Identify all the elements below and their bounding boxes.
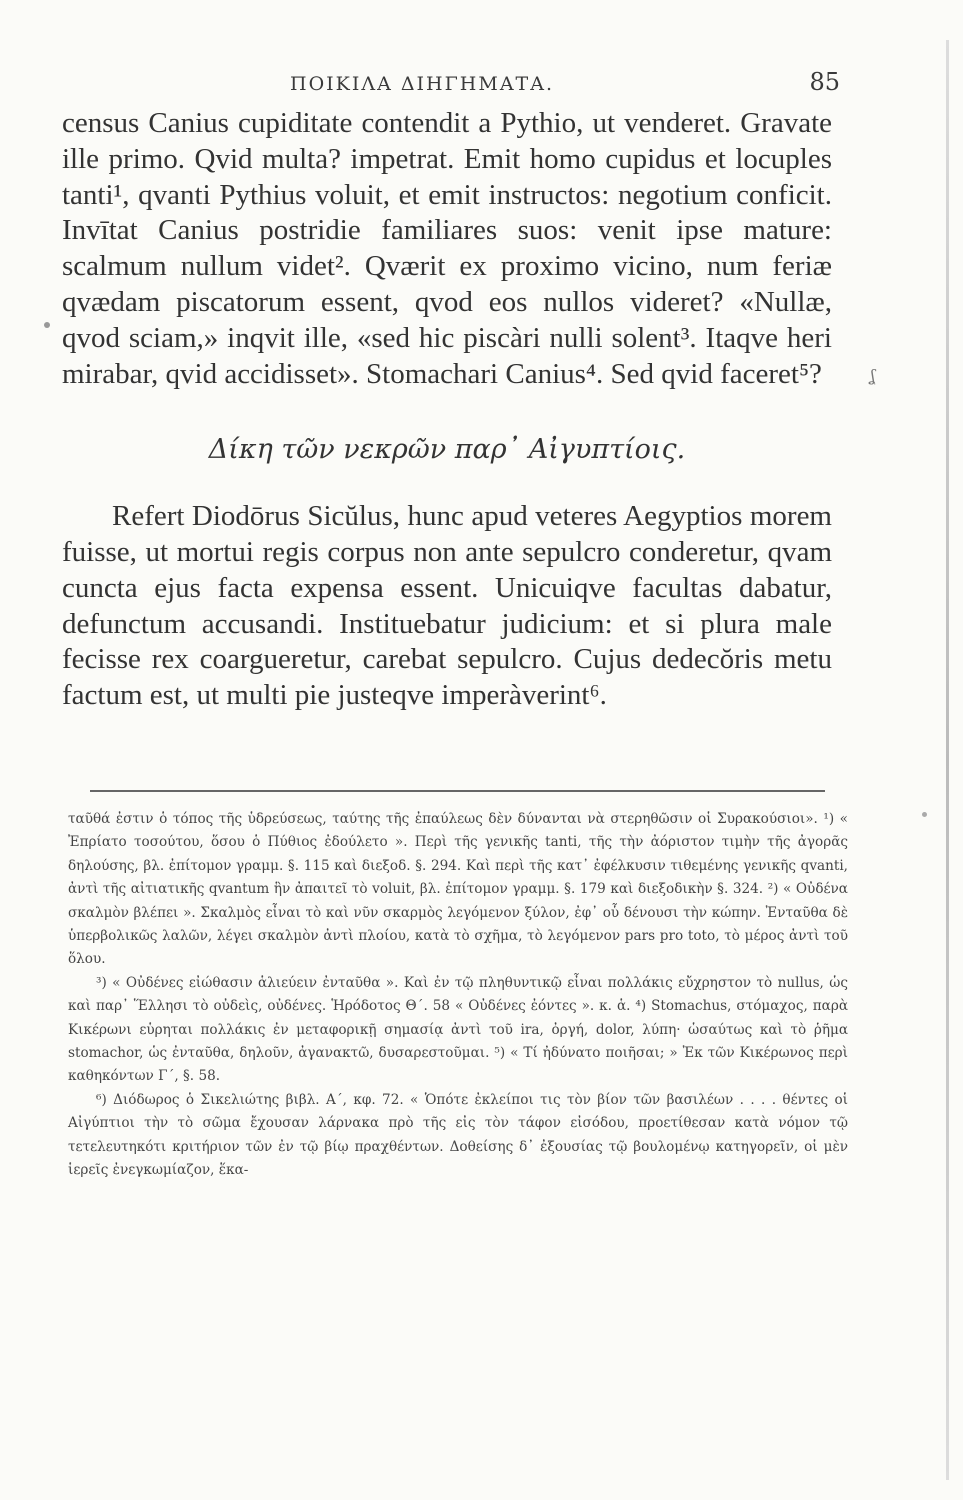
- footnote-block-3: ⁶) Διόδωρος ὁ Σικελιώτης βιβλ. Α΄, κφ. 72. « Ὁπότε ἐκλείποι τις τὸν βίον τῶν βασιλέων . . . . θέντες οἱ Αἰγύπτιοι τὴν τὸ σῶμα ἔχουσαν λάρνακα πρὸ τῆς εἰς τὸν τάφον εἰσόδου, προετίθεσαν κατὰ νόμον τῷ τετελευτηκότι κριτήριον τῶν ἐν τῷ βίῳ πραχθέντων. Δοθείσης δ᾽ ἐξουσίας τῷ βουλομένῳ κατηγορεῖν, οἱ μὲν ἱερεῖς ἐνεγκωμίαζον, ἕκα-: [68, 1091, 848, 1179]
- page-header: [160, 68, 840, 96]
- page-edge-shadow: [946, 40, 949, 1480]
- margin-mark: ʆ: [870, 366, 876, 385]
- paragraph-diodorus: Refert Diodōrus Sicŭlus, hunc apud veteres Aegyptios morem fuisse, ut mortui regis corpus non ante sepulcro conderetur, qvam cuncta ejus facta expensa essent. Unicuiqve facultas dabatur, defunctum accusandi. Instituebatur judicium: et si plura male fecisse rex coargueretur, carebat sepulcro. Cujus dedecŏris metu factum est, ut multi pie justeqve imperàverint⁶.: [62, 500, 832, 712]
- margin-dot: [44, 322, 50, 328]
- footnote-block-2: ³) « Οὐδένες εἰώθασιν ἁλιεύειν ἐνταῦθα ». Καὶ ἐν τῷ πληθυντικῷ εἶναι πολλάκις εὔχρηστον τὸ nullus, ὡς καὶ παρ᾽ Ἕλλησι τὸ οὐδεὶς, οὐδένες. Ἡρόδοτος Θ΄. 58 « Οὐδένες ἐόντες ». κ. ἁ. ⁴) Stomachus, στόμαχος, παρὰ Κικέρωνι εὑρηται πολλάκις ἐν μεταφορικῇ σημασίᾳ ἀντὶ τοῦ ira, ὀργή, dolor, λύπη· ὡσαύτως καὶ τὸ ῥῆμα stomachor, ὡς ἐνταῦθα, δηλοῦν, ἀγανακτῶ, δυσαρεστοῦμαι. ⁵) « Τί ἠδύνατο ποιῆσαι; » Ἐκ τῶν Κικέρωνος περὶ καθηκόντων Γ΄, §. 58.: [68, 974, 848, 1085]
- footnote-block-1: ταῦθά ἐστιν ὁ τόπος τῆς ὑδρεύσεως, ταύτης τῆς ἐπαύλεως δὲν δύνανται νὰ στερηθῶσιν οἱ Συρακούσιοι». ¹) « Ἐπρίατο τοσούτου, ὅσου ὁ Πύθιος ἐδούλετο ». Περὶ τῆς γενικῆς tanti, τῆς τὴν ἀόριστον τιμὴν τῆς ἀγορᾶς δηλούσης, βλ. ἐπίτομον γραμμ. §. 115 καὶ διεξοδ. §. 294. Καὶ περὶ τῆς κατ᾽ ἐφέλκυσιν τιθεμένης γενικῆς qvanti, ἀντὶ τῆς αἰτιατικῆς qvantum ἣν ἀπαιτεῖ τὸ voluit, βλ. ἐπίτομον γραμμ. §. 179 καὶ διεξοδικὴν §. 324. ²) « Οὐδένα σκαλμὸν βλέπει ». Σκαλμὸς εἶναι τὸ καὶ νῦν σκαρμὸς λεγόμενον ξύλον, ἐφ᾽ οὗ δένουσι τὴν κώπην. Ἐνταῦθα δὲ ὑπερβολικῶς λαλῶν, λέγει σκαλμὸν ἀντὶ πλοίου, κατὰ τὸ σχῆμα, τὸ λεγόμενον pars pro toto, τὸ μέρος ἀντὶ τοῦ ὅλου.: [68, 811, 848, 968]
- page-number: 85: [809, 68, 840, 96]
- paragraph-canius: census Canius cupiditate contendit a Pythio, ut venderet. Gravate ille primo. Qvid multa? impetrat. Emit homo cupidus et locuples tanti¹, qvanti Pythius voluit, et emit instructos: negotium conficit. Invītat Canius postridie familiares suos: venit ipse mature: scalmum nullum videt². Qværit ex proximo vicino, num feriæ qvædam piscatorum essent, qvod eos nullos videret? «Nullæ, qvod sciam,» inqvit ille, «sed hic piscàri nulli solent³. Itaqve heri mirabar, qvid accidisset». Stomachari Canius⁴. Sed qvid faceret⁵?: [62, 107, 832, 390]
- footnotes: [68, 808, 848, 1183]
- footnote-rule: [90, 790, 825, 792]
- section-heading: Δίκη τῶν νεκρῶν παρ᾽ Αἰγυπτίοις.: [208, 434, 686, 466]
- running-title: ΠΟΙΚΙΛΑ ΔΙΗΓΗΜΑΤΑ.: [290, 73, 554, 95]
- margin-dot-right: [922, 812, 927, 817]
- main-text: [62, 106, 832, 714]
